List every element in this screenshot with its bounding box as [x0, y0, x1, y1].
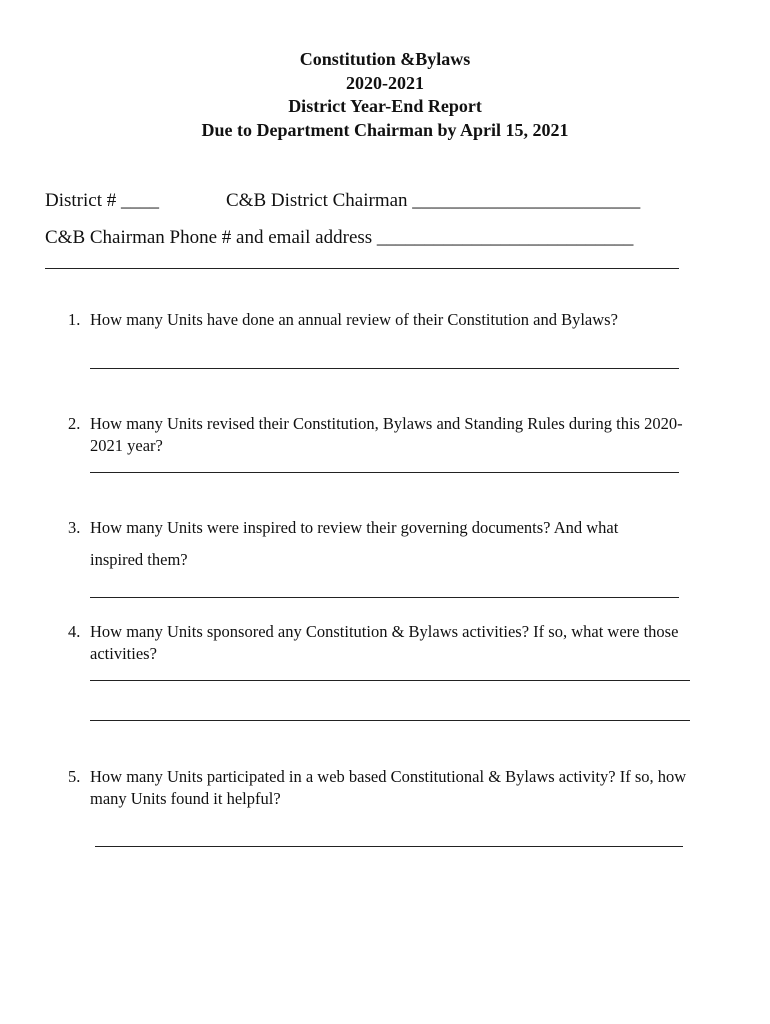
- question-text: How many Units have done an annual review of their Constitution and Bylaws?: [90, 310, 618, 329]
- answer-line-4a[interactable]: [90, 680, 690, 681]
- question-number: 1.: [68, 310, 81, 329]
- title-line-2: 2020-2021: [346, 72, 424, 93]
- question-3: [68, 517, 748, 539]
- question-text: How many Units were inspired to review their governing documents? And what: [90, 518, 619, 537]
- question-text: How many Units revised their Constitution, Bylaws and Standing Rules during this 2020-2021 year?: [90, 414, 683, 455]
- answer-line-4b[interactable]: [90, 720, 690, 721]
- contact-continuation-line[interactable]: [45, 268, 679, 269]
- title-line-1: Constitution &Bylaws: [299, 49, 471, 69]
- answer-line-2[interactable]: [90, 472, 679, 473]
- question-3-continued: [68, 549, 748, 571]
- answer-line-1[interactable]: [90, 368, 679, 369]
- question-text: How many Units sponsored any Constitution & Bylaws activities? If so, what were those activities?: [90, 622, 679, 663]
- question-5: [68, 766, 708, 810]
- question-number: 2.: [68, 414, 81, 433]
- district-chairman-field[interactable]: C&B District Chairman ________________________: [226, 190, 641, 211]
- question-number: 4.: [68, 622, 81, 641]
- question-number: 3.: [68, 518, 81, 537]
- question-1: [68, 309, 748, 331]
- district-number-field[interactable]: District # ____: [45, 190, 159, 211]
- question-text: inspired them?: [90, 550, 188, 569]
- question-number: 5.: [68, 767, 81, 786]
- answer-line-3[interactable]: [90, 597, 679, 598]
- title-line-4: Due to Department Chairman by April 15, 2021: [201, 119, 569, 140]
- title-line-3: District Year-End Report: [288, 96, 482, 116]
- question-4: [68, 621, 748, 665]
- question-2: [68, 413, 698, 457]
- document-header: [0, 48, 770, 142]
- answer-line-5[interactable]: [95, 846, 683, 847]
- question-text: How many Units participated in a web based Constitutional & Bylaws activity? If so, how many Units found it helpful?: [90, 767, 687, 808]
- chairman-contact-field[interactable]: C&B Chairman Phone # and email address ___________________________: [45, 227, 634, 248]
